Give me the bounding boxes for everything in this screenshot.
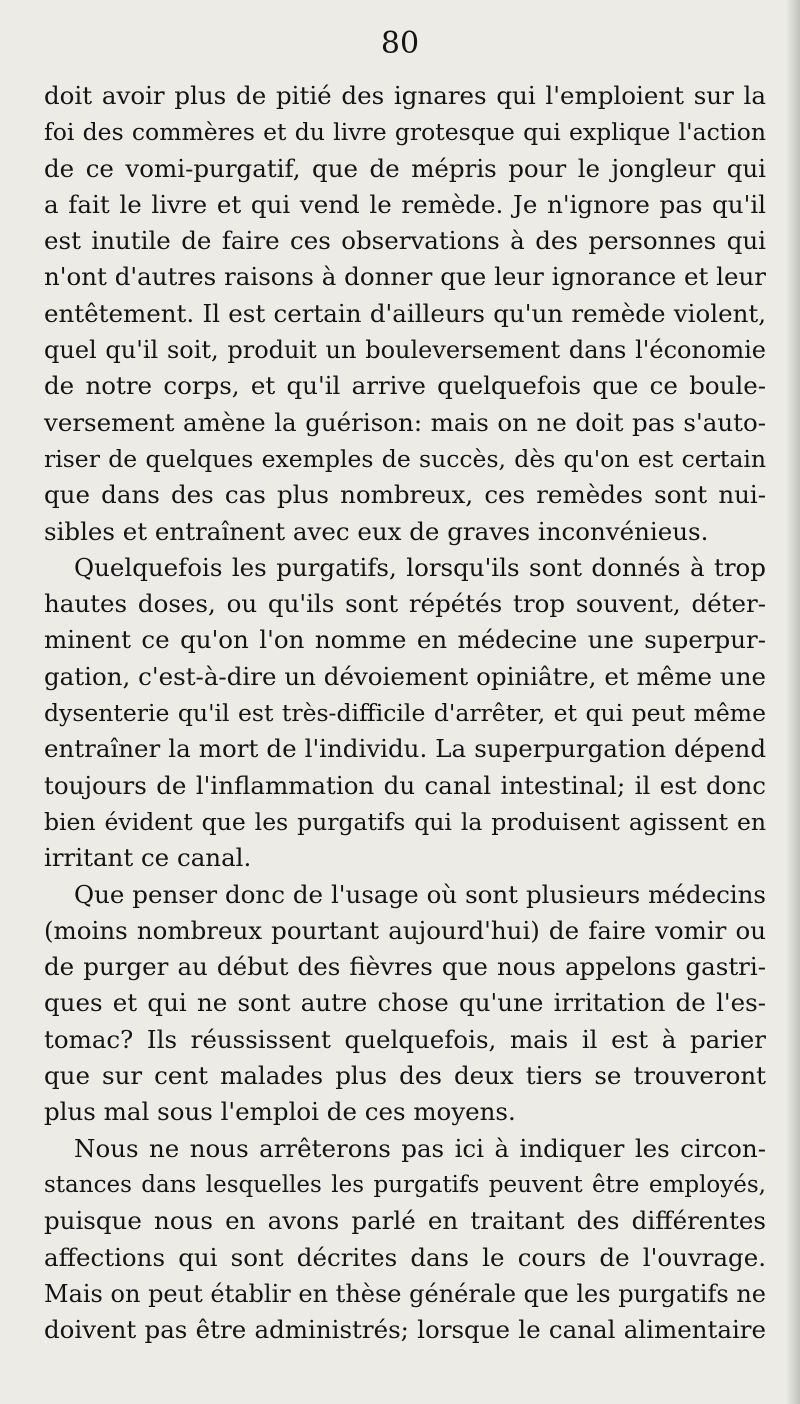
text-line: riser de quelques exemples de succès, dès qu'on est certain xyxy=(44,444,766,473)
text-line: irritant ce canal. xyxy=(44,843,252,873)
text-line: hautes doses, ou qu'ils sont répétés trop souvent, déter- xyxy=(44,589,766,619)
text-line: Mais on peut établir en thèse générale que les purgatifs ne xyxy=(44,1279,766,1308)
text-line: Que penser donc de l'usage où sont plusieurs médecins xyxy=(74,879,766,909)
text-line: ques et qui ne sont autre chose qu'une irritation de l'es- xyxy=(44,988,766,1018)
text-line: (moins nombreux pourtant aujourd'hui) de faire vomir ou xyxy=(44,915,766,945)
text-line: plus mal sous l'emploi de ces moyens. xyxy=(44,1097,516,1127)
text-line: que dans des cas plus nombreux, ces remèdes sont nui- xyxy=(44,480,766,510)
text-line: a fait le livre et qui vend le remède. Je n'ignore pas qu'il xyxy=(44,189,766,219)
text-line: gation, c'est-à-dire un dévoiement opiniâtre, et même une xyxy=(44,661,766,691)
text-line: n'ont d'autres raisons à donner que leur ignorance et leur xyxy=(44,262,766,292)
text-line: que sur cent malades plus des deux tiers se trouveront xyxy=(44,1061,766,1091)
text-line: stances dans lesquelles les purgatifs peuvent être employés, xyxy=(44,1171,766,1198)
page-number: 80 xyxy=(380,26,420,61)
text-line: puisque nous en avons parlé en traitant des différentes xyxy=(44,1206,766,1236)
text-line: toujours de l'inflammation du canal intestinal; il est donc xyxy=(44,770,766,800)
text-line: de ce vomi-purgatif, que de mépris pour le jongleur qui xyxy=(44,153,766,183)
text-line: versement amène la guérison: mais on ne doit pas s'auto- xyxy=(44,407,766,437)
body-text xyxy=(44,78,766,1348)
text-line: Quelquefois les purgatifs, lorsqu'ils sont donnés à trop xyxy=(74,552,766,582)
text-line: affections qui sont décrites dans le cours de l'ouvrage. xyxy=(44,1242,766,1272)
text-line: de notre corps, et qu'il arrive quelquefois que ce boule- xyxy=(44,371,766,401)
text-line: Nous ne nous arrêterons pas ici à indiquer les circon- xyxy=(74,1133,766,1163)
text-line: doit avoir plus de pitié des ignares qui l'emploient sur la xyxy=(44,81,766,110)
page-edge-shadow xyxy=(786,0,800,1404)
text-line: entraîner la mort de l'individu. La superpurgation dépend xyxy=(44,734,766,764)
text-line: entêtement. Il est certain d'ailleurs qu'un remède violent, xyxy=(44,298,766,328)
text-line: minent ce qu'on l'on nomme en médecine une superpur- xyxy=(44,625,766,655)
text-line: dysenterie qu'il est très-difficile d'arrêter, et qui peut même xyxy=(44,699,766,728)
text-line: de purger au début des fièvres que nous appelons gastri- xyxy=(44,952,766,982)
text-line: bien évident que les purgatifs qui la produisent agissent en xyxy=(44,807,766,836)
text-line: tomac? Ils réussissent quelquefois, mais il est à parier xyxy=(44,1024,766,1054)
text-line: doivent pas être administrés; lorsque le canal alimentaire xyxy=(44,1315,766,1345)
text-line: quel qu'il soit, produit un bouleversement dans l'économie xyxy=(44,336,766,365)
text-line: est inutile de faire ces observations à des personnes qui xyxy=(44,226,766,256)
text-line: foi des commères et du livre grotesque qui explique l'action xyxy=(44,118,766,147)
text-line: sibles et entraînent avec eux de graves inconvénieus. xyxy=(44,516,709,546)
